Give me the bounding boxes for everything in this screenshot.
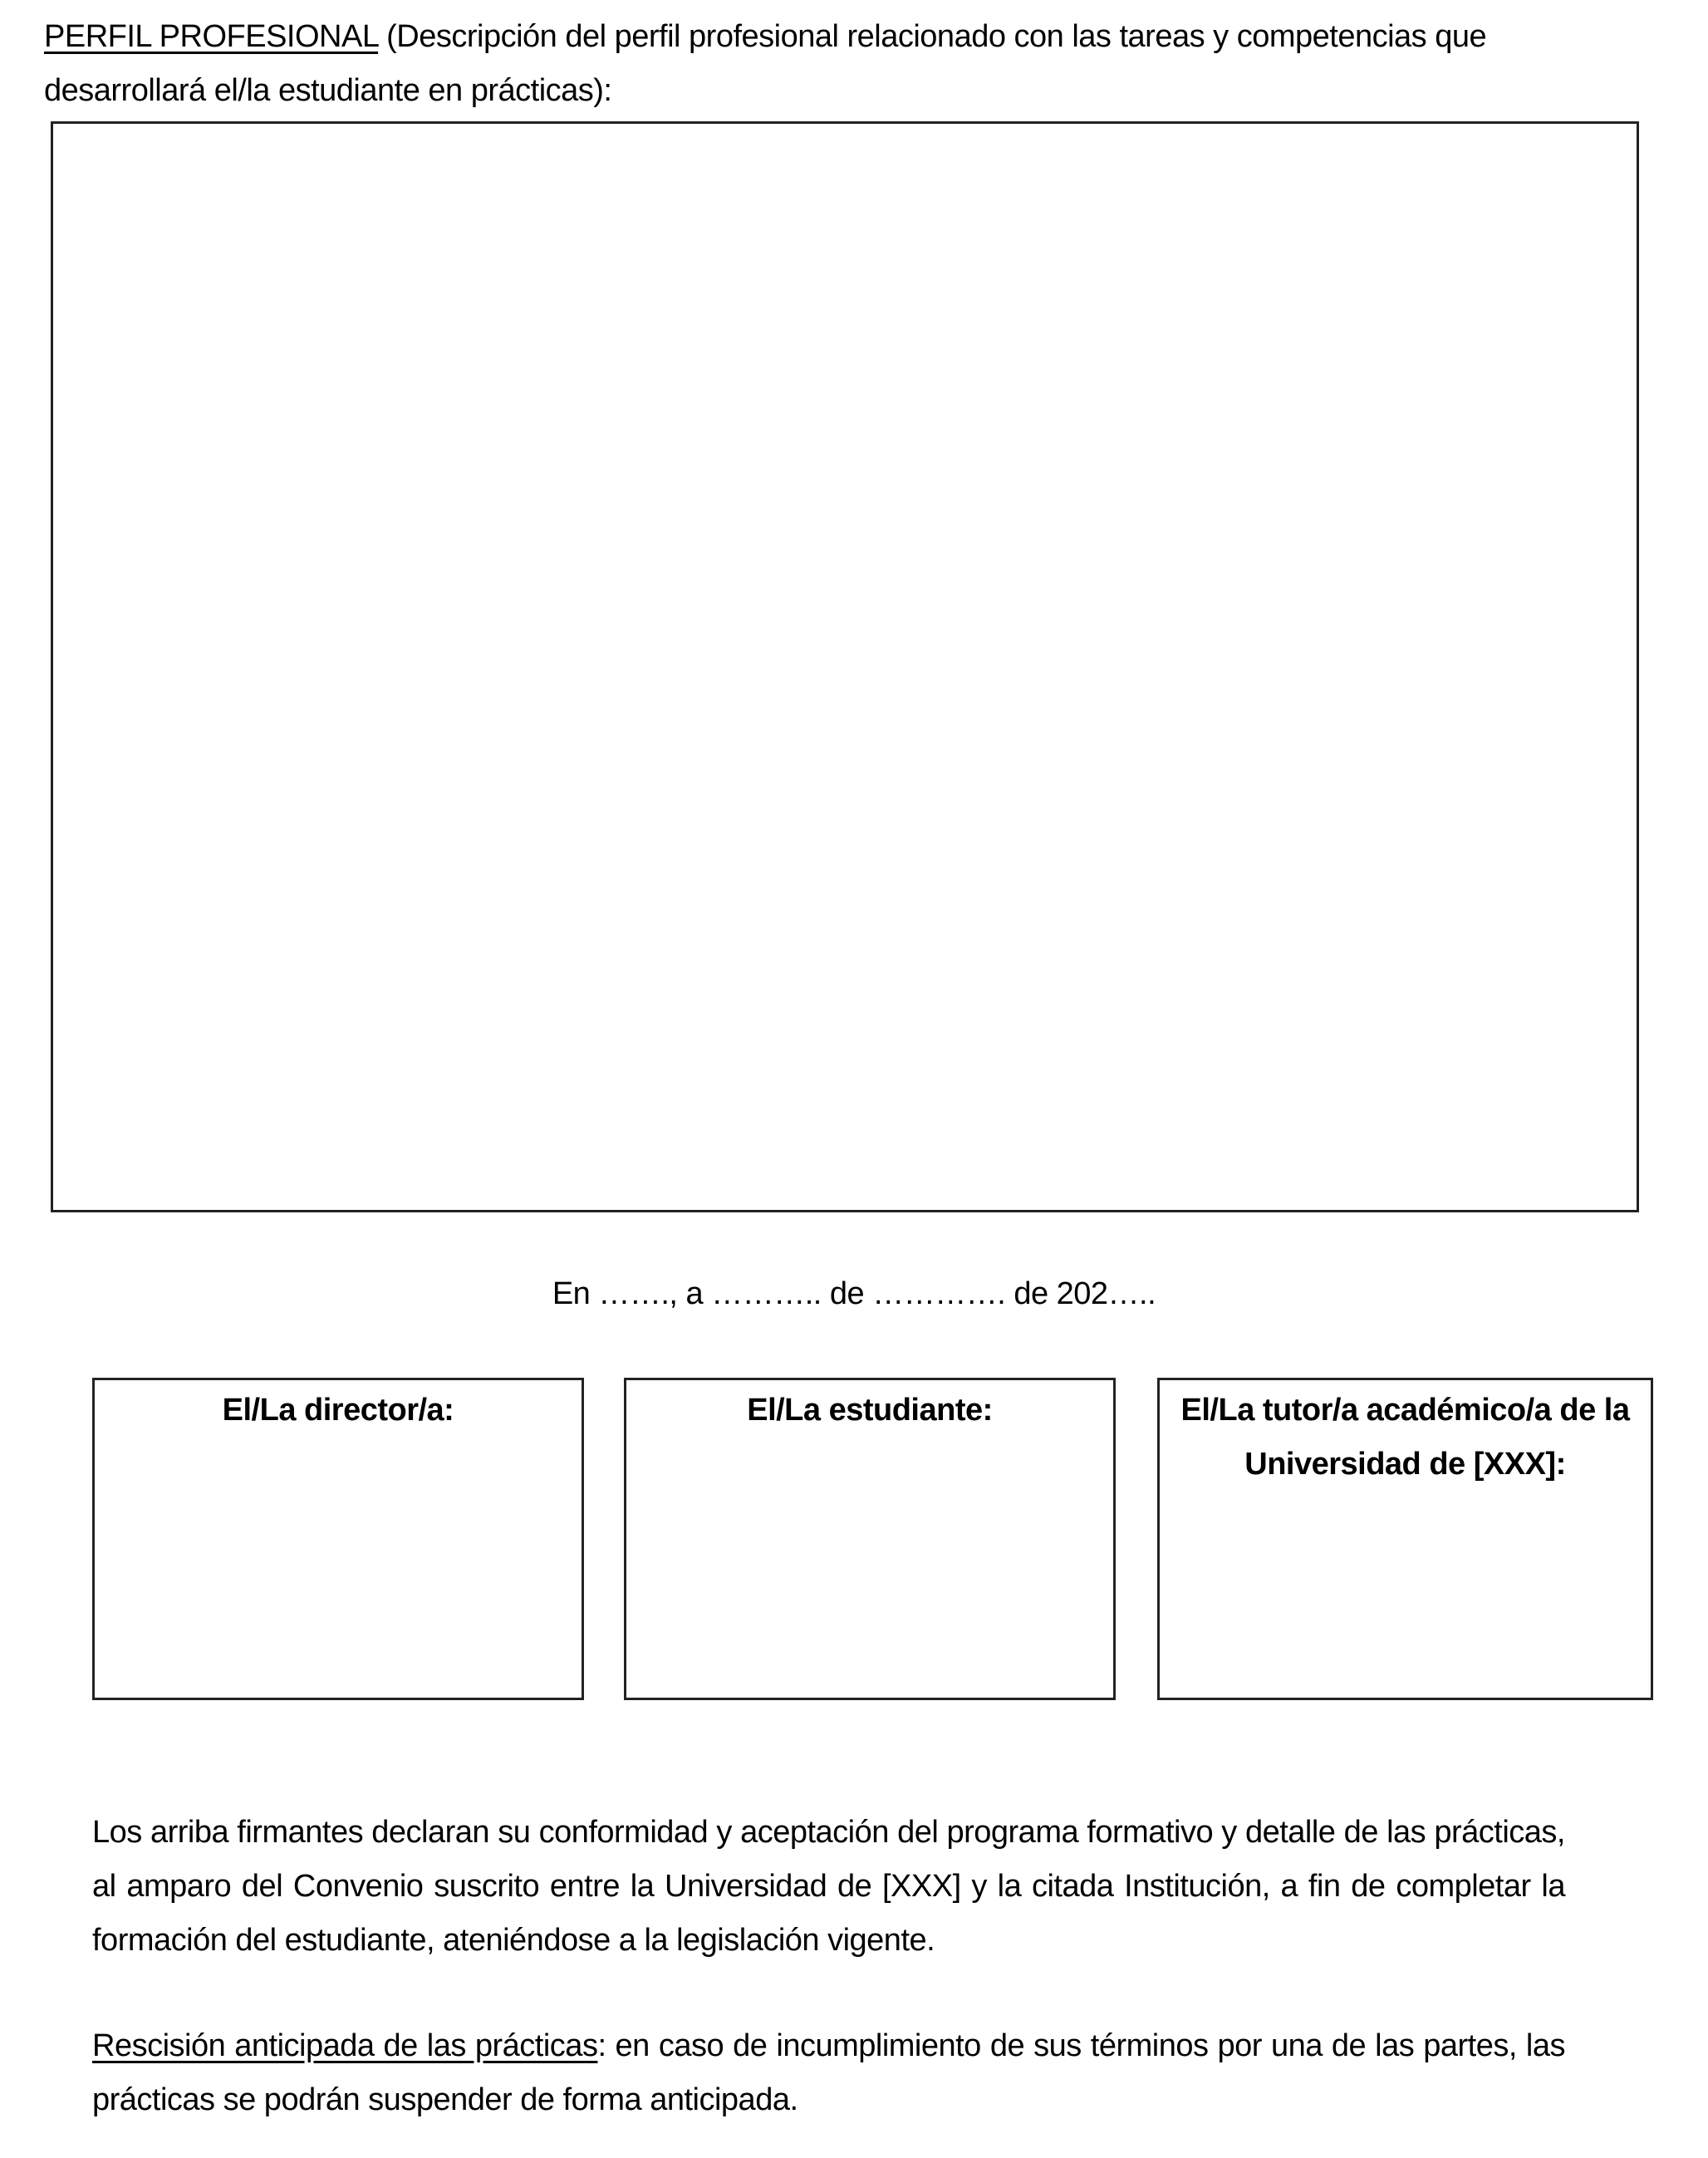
signature-label-tutor: El/La tutor/a académico/a de la Universidad de [XXX]: [1180, 1393, 1630, 1482]
profile-section-title [44, 10, 1606, 118]
signature-box-director[interactable] [92, 1378, 584, 1700]
profile-description: (Descripción del perfil profesional relacionado con las tareas y competencias que desarrollará el/la estudiante en prácticas): [44, 19, 1487, 108]
rescission-paragraph [92, 2019, 1565, 2127]
signature-label-student: El/La estudiante: [747, 1393, 993, 1428]
signature-box-tutor[interactable] [1157, 1378, 1653, 1700]
conformity-paragraph: Los arriba firmantes declaran su conformidad y aceptación del programa formativo y detalle de las prácticas, al amparo del Convenio suscrito entre la Universidad de [XXX] y la citada Institución, a fin de completar la formación del estudiante, ateniéndose a la legislación vigente. [92, 1815, 1565, 1958]
rescission-text: : en caso de incumplimiento de sus términos por una de las partes, las prácticas se podrán suspender de forma anticipada. [92, 2028, 1566, 2117]
profile-heading: PERFIL PROFESIONAL [44, 19, 379, 54]
profile-description-box[interactable] [51, 121, 1639, 1212]
signature-box-student[interactable] [624, 1378, 1116, 1700]
signature-label-director: El/La director/a: [222, 1393, 454, 1428]
rescission-heading: Rescisión anticipada de las prácticas [92, 2028, 598, 2063]
date-place-line: En ……., a ……….. de …………. de 202….. [552, 1276, 1156, 1311]
